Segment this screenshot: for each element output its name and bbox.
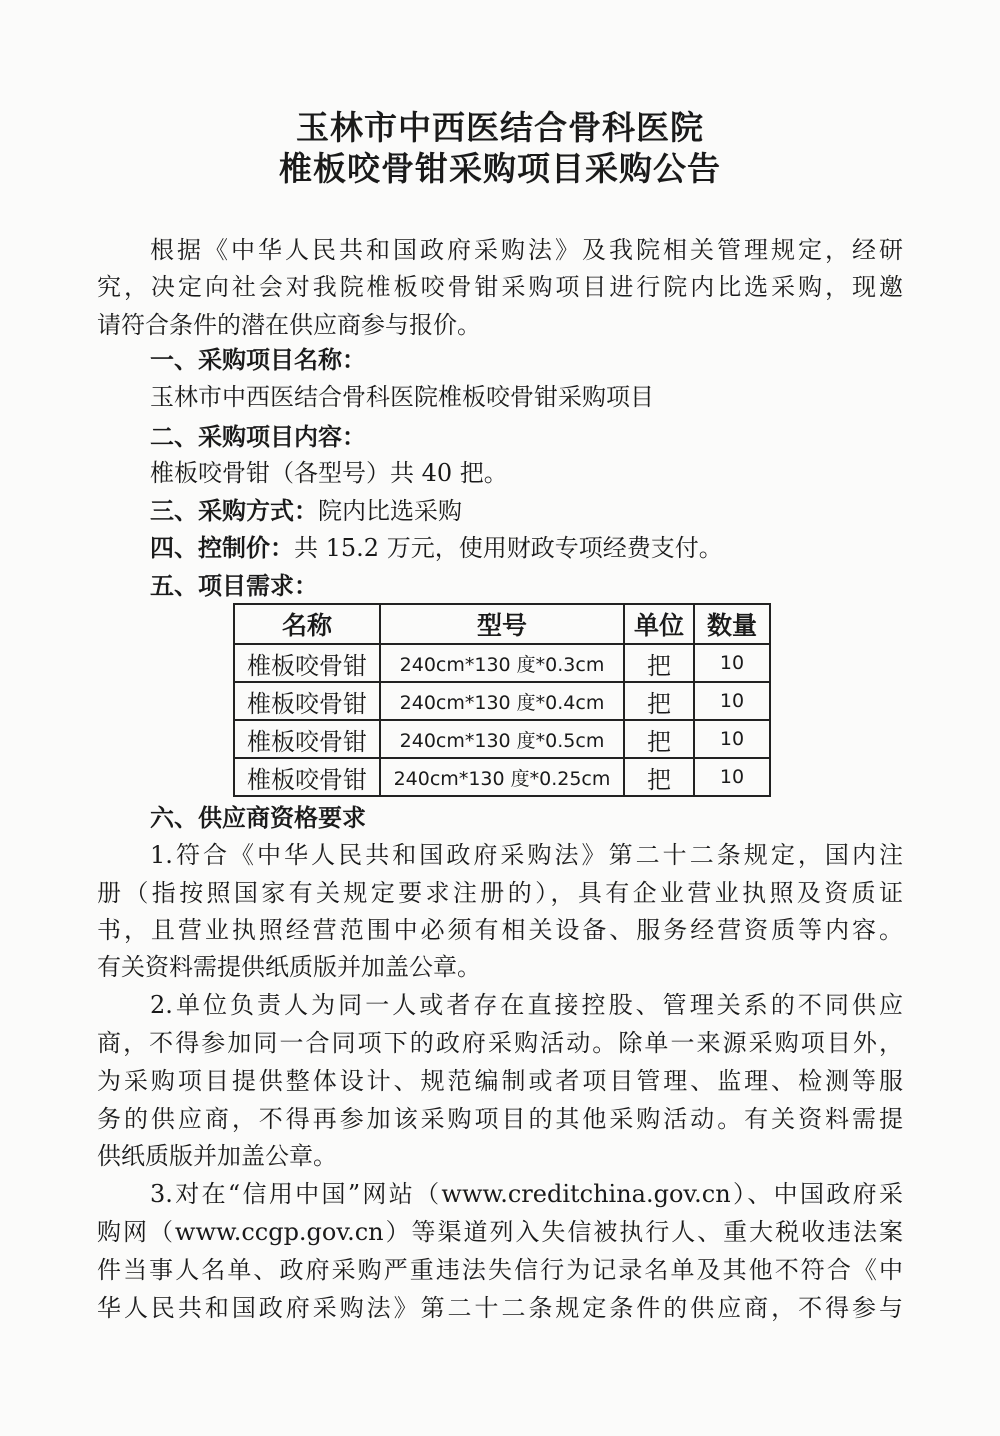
intro-line: 根据《中华人民共和国政府采购法》及我院相关管理规定，经研	[150, 236, 903, 264]
intro-line: 请符合条件的潜在供应商参与报价。	[97, 311, 481, 339]
req-2-line: 务的供应商，不得再参加该采购项目的其他采购活动。有关资料需提	[97, 1105, 903, 1133]
table-row	[234, 758, 770, 796]
cell-quantity: 10	[694, 644, 770, 682]
req-2-line: 为采购项目提供整体设计、规范编制或者项目管理、监理、检测等服	[97, 1067, 903, 1095]
header-unit: 单位	[624, 604, 694, 644]
section-6-heading: 六、供应商资格要求	[150, 804, 366, 832]
req-1-line: 1.符合《中华人民共和国政府采购法》第二十二条规定，国内注	[150, 841, 903, 869]
section-5-heading: 五、项目需求：	[150, 572, 318, 600]
cell-name: 椎板咬骨钳	[234, 644, 380, 682]
header-model: 型号	[380, 604, 624, 644]
cell-quantity: 10	[694, 720, 770, 758]
table-row	[234, 682, 770, 720]
intro-line: 究，决定向社会对我院椎板咬骨钳采购项目进行院内比选采购，现邀	[97, 273, 903, 301]
cell-quantity: 10	[694, 758, 770, 796]
cell-name: 椎板咬骨钳	[234, 720, 380, 758]
table-row	[234, 644, 770, 682]
section-4-text: 共 15.2 万元，使用财政专项经费支付。	[294, 534, 723, 562]
req-3-line: 件当事人名单、政府采购严重违法失信行为记录名单及其他不符合《中	[97, 1256, 903, 1284]
req-1-line: 册（指按照国家有关规定要求注册的），具有企业营业执照及资质证	[97, 879, 903, 907]
cell-name: 椎板咬骨钳	[234, 682, 380, 720]
req-1-line: 有关资料需提供纸质版并加盖公章。	[97, 953, 481, 981]
cell-unit: 把	[624, 720, 694, 758]
section-1-heading: 一、采购项目名称：	[150, 346, 366, 374]
req-3-line: 华人民共和国政府采购法》第二十二条规定条件的供应商，不得参与	[97, 1294, 903, 1322]
req-3-line: 购网（www.ccgp.gov.cn）等渠道列入失信被执行人、重大税收违法案	[97, 1218, 903, 1246]
cell-name: 椎板咬骨钳	[234, 758, 380, 796]
cell-model: 240cm*130 度*0.4cm	[380, 682, 624, 720]
cell-unit: 把	[624, 758, 694, 796]
req-1-line: 书，且营业执照经营范围中必须有相关设备、服务经营资质等内容。	[97, 916, 903, 944]
cell-quantity: 10	[694, 682, 770, 720]
cell-unit: 把	[624, 644, 694, 682]
title-line-1: 玉林市中西医结合骨科医院	[296, 108, 704, 147]
header-name: 名称	[234, 604, 380, 644]
req-3-line: 3.对在“信用中国”网站（www.creditchina.gov.cn）、中国政府采	[150, 1180, 903, 1208]
req-2-line: 供纸质版并加盖公章。	[97, 1142, 337, 1170]
section-1-text: 玉林市中西医结合骨科医院椎板咬骨钳采购项目	[150, 383, 654, 411]
requirements-table	[233, 603, 771, 797]
table-header-row	[234, 604, 770, 644]
section-3	[150, 496, 462, 526]
section-3-text: 院内比选采购	[318, 497, 462, 525]
cell-model: 240cm*130 度*0.25cm	[380, 758, 624, 796]
section-4	[150, 533, 723, 563]
section-2-text: 椎板咬骨钳（各型号）共 40 把。	[150, 459, 508, 487]
table-row	[234, 720, 770, 758]
cell-model: 240cm*130 度*0.3cm	[380, 644, 624, 682]
cell-model: 240cm*130 度*0.5cm	[380, 720, 624, 758]
req-2-line: 2.单位负责人为同一人或者存在直接控股、管理关系的不同供应	[150, 991, 903, 1019]
section-2-heading: 二、采购项目内容：	[150, 423, 366, 451]
header-quantity: 数量	[694, 604, 770, 644]
title-line-2: 椎板咬骨钳采购项目采购公告	[279, 149, 721, 188]
req-2-line: 商，不得参加同一合同项下的政府采购活动。除单一来源采购项目外，	[97, 1029, 903, 1057]
cell-unit: 把	[624, 682, 694, 720]
section-4-heading: 四、控制价：	[150, 534, 294, 562]
section-3-heading: 三、采购方式：	[150, 497, 318, 525]
